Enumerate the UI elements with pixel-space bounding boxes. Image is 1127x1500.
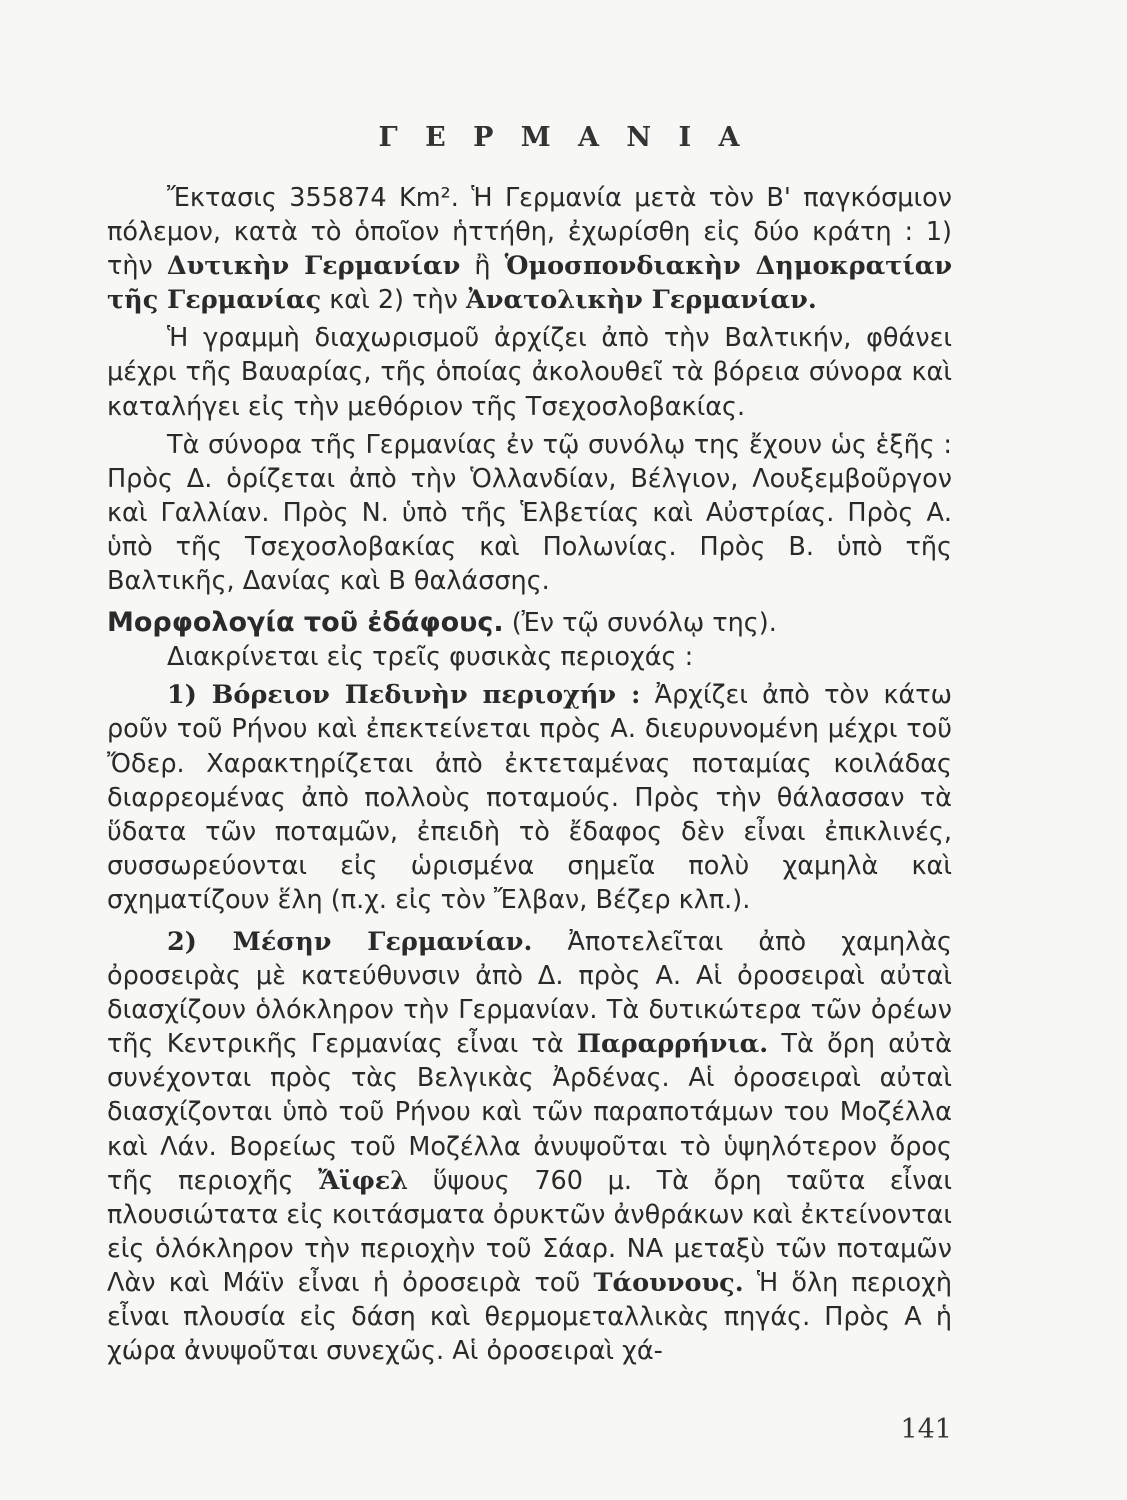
text-run: ὕψους 760 μ. Τὰ ὄρη ταῦτα εἶναι πλουσιώτατα εἰς κοιτάσματα ὀρυκτῶν ἀνθράκων καὶ ἐκτείνονται εἰς ὁλόκληρον τὴν περιοχὴν τοῦ Σάαρ. ΝΑ μεταξὺ τῶν ποταμῶν Λὰν καὶ Μάϊν εἶναι ἡ ὀροσειρὰ τοῦ — [107, 1165, 952, 1298]
paragraph-regions-intro: Διακρίνεται εἰς τρεῖς φυσικὰς περιοχάς : — [167, 642, 694, 673]
section-heading: Μορφολογία τοῦ ἐδάφους. — [107, 607, 504, 639]
paragraph-dividing-line: Ἡ γραμμὴ διαχωρισμοῦ ἀρχίζει ἀπὸ τὴν Βαλτικήν, φθάνει μέχρι τῆς Βαυαρίας, τῆς ὁποίας ἀκολουθεῖ τὰ βόρεια σύνορα καὶ καταλήγει εἰς τὴν μεθόριον τῆς Τσεχοσλοβακίας. — [107, 323, 952, 422]
text-run: Ἡ ὅλη περιοχὴ εἶναι πλουσία εἰς δάση καὶ θερμομεταλλικὰς πηγάς. Πρὸς Α ἡ χώρα ἀνυψοῦται συνεχῶς. Αἱ ὀροσειραὶ χά- — [107, 1267, 952, 1367]
bold-label-northern-plain: 1) Βόρειον Πεδινὴν περιοχήν : — [167, 680, 641, 711]
bold-term-west-germany: Δυτικὴν Γερμανίαν — [166, 251, 461, 282]
text-run: Τὰ ὄρη αὐτὰ συνέχονται πρὸς τὰς Βελγικὰς Ἀρδένας. Αἱ ὀροσειραὶ αὐταὶ διασχίζονται ὑπὸ τοῦ Ρήνου καὶ τῶν παραποτάμων του Μοζέλλα καὶ Λάν. Βορείως τοῦ Μοζέλλα ἀνυψοῦται τὸ ὑψηλότερον ὄρος τῆς περιοχῆς — [107, 1029, 952, 1196]
bold-term-eifel: Ἄϊφελ — [318, 1165, 409, 1196]
page-title: Γ Ε Ρ Μ Α Ν Ι Α — [378, 122, 749, 153]
bold-label-central-germany: 2) Μέσην Γερμανίαν. — [167, 926, 533, 957]
paragraph-central-germany — [107, 925, 952, 1368]
paragraph-area-and-division — [107, 181, 952, 317]
text-run: καὶ 2) τὴν — [321, 285, 466, 316]
section-heading-line — [107, 606, 952, 640]
text-run: Ἀρχίζει ἀπὸ τὸν κάτω ροῦν τοῦ Ρήνου καὶ ἐπεκτείνεται πρὸς Α. διευρυνομένη μέχρι τοῦ Ὄδερ. Χαρακτηρίζεται ἀπὸ ἐκτεταμένας ποταμίας κοιλάδας διαρρεομένας ἀπὸ πολλοὺς ποταμούς. Πρὸς τὴν θάλασσαν τὰ ὕδατα τῶν ποταμῶν, ἐπειδὴ τὸ ἔδαφος δὲν εἶναι ἐπικλινές, συσσωρεύονται εἰς ὡρισμένα σημεῖα πολὺ χαμηλὰ καὶ σχηματίζουν ἕλη (π.χ. εἰς τὸν Ἔλβαν, Βέζερ κλπ.). — [107, 680, 952, 915]
bold-term-pararrhenia: Παραρρήνια. — [576, 1029, 769, 1060]
bold-term-east-germany: Ἀνατολικὴν Γερμανίαν. — [465, 285, 817, 316]
bold-term-federal-republic: Ὁμοσπονδιακὴν Δημοκρατίαν τῆς Γερμανίας — [107, 251, 953, 316]
paragraph-northern-plain — [107, 678, 952, 917]
text-run: Ἔκτασις 355874 Km². Ἡ Γερμανία μετὰ τὸν Β' παγκόσμιον πόλεμον, κατὰ τὸ ὁποῖον ἡττήθη, ἐχωρίσθη εἰς δύο κράτη : 1) τὴν — [107, 183, 952, 282]
page-number: 141 — [900, 1414, 952, 1445]
text-run: Ἀποτελεῖται ἀπὸ χαμηλὰς ὀροσειρὰς μὲ κατεύθυνσιν ἀπὸ Δ. πρὸς Α. Αἱ ὀροσειραὶ αὐταὶ διασχίζουν ὁλόκληρον τὴν Γερμανίαν. Τὰ δυτικώτερα τῶν ὀρέων τῆς Κεντρικῆς Γερμανίας εἶναι τὰ — [107, 926, 953, 1060]
text-run: ἢ — [460, 251, 505, 282]
body-text — [107, 181, 952, 1368]
bold-term-taunus: Τάουνους. — [593, 1267, 744, 1298]
section-note: (Ἐν τῷ συνόλῳ της). — [503, 608, 777, 639]
paragraph-borders: Τὰ σύνορα τῆς Γερμανίας ἐν τῷ συνόλῳ της ἔχουν ὡς ἑξῆς : Πρὸς Δ. ὁρίζεται ἀπὸ τὴν Ὁλλανδίαν, Βέλγιον, Λουξεμβοῦργον καὶ Γαλλίαν. Πρὸς Ν. ὑπὸ τῆς Ἑλβετίας καὶ Αὐστρίας. Πρὸς Α. ὑπὸ τῆς Τσεχοσλοβακίας καὶ Πολωνίας. Πρὸς Β. ὑπὸ τῆς Βαλτικῆς, Δανίας καὶ Β θαλάσσης. — [107, 429, 952, 597]
